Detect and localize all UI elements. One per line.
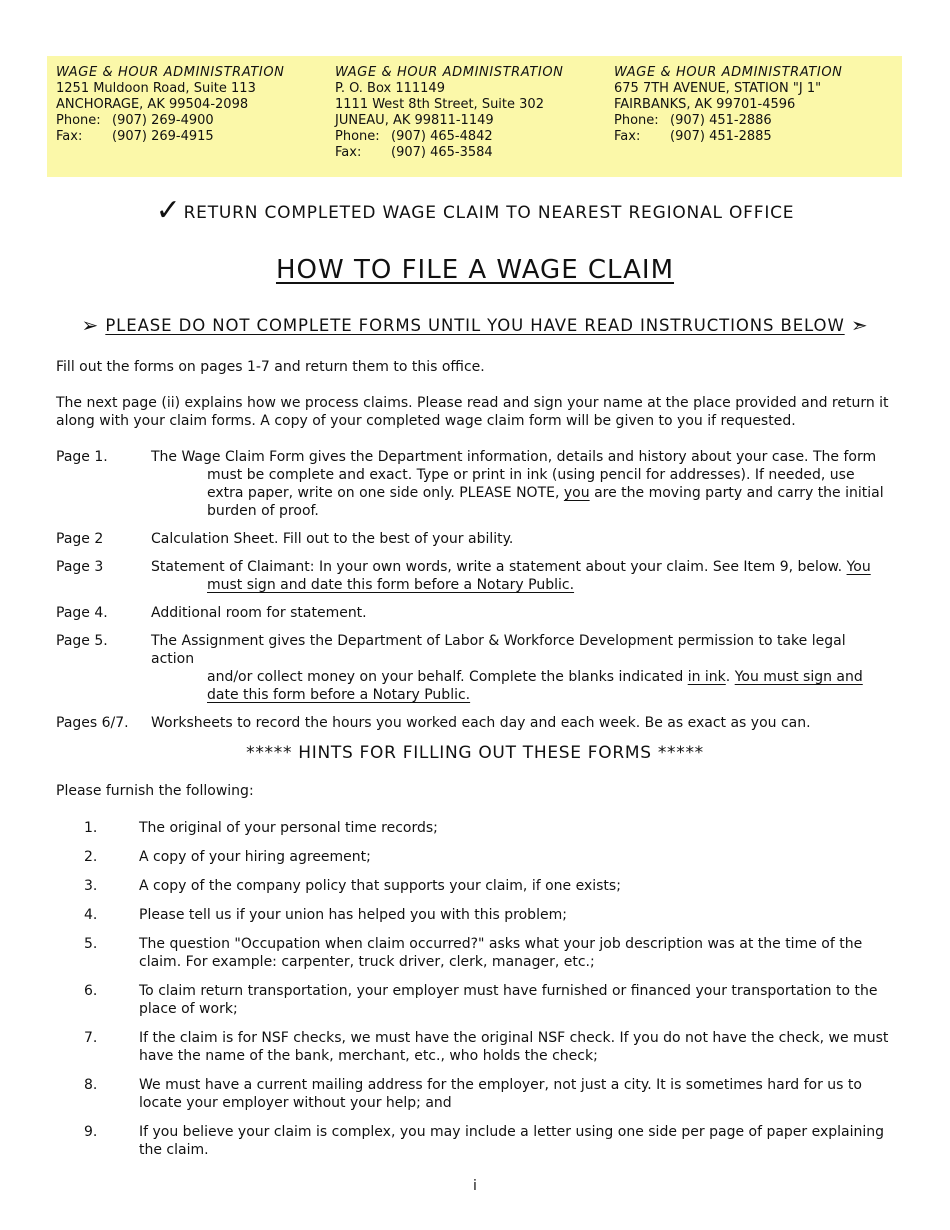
page-number: i bbox=[473, 1178, 477, 1194]
list-item: 7. If the claim is for NSF checks, we must have the original NSF check. If you do not have the check, we must have the name of the bank, merchant, etc., who holds the check; bbox=[84, 1030, 889, 1064]
page-instruction-item: Page 3 Statement of Claimant: In your own words, write a statement about your claim. See Item 9, below. You must sign and date this form before a Notary Public. bbox=[56, 559, 871, 593]
page-instruction-item: Pages 6/7. Worksheets to record the hours you worked each day and each week. Be as exact as you can. bbox=[56, 715, 811, 731]
office-addresses-banner bbox=[47, 56, 902, 177]
office-fax: Fax: (907) 465-3584 bbox=[335, 145, 493, 160]
page-title: HOW TO FILE A WAGE CLAIM bbox=[275, 255, 675, 285]
office-city-line: ANCHORAGE, AK 99504-2098 bbox=[56, 97, 249, 112]
intro-paragraph-2: The next page (ii) explains how we process claims. Please read and sign your name at the place provided and return it along with your claim forms. A copy of your completed wage claim form will be given to you if requested. bbox=[56, 395, 889, 429]
office-city-line: FAIRBANKS, AK 99701-4596 bbox=[614, 97, 796, 112]
office-address-line: 675 7TH AVENUE, STATION "J 1" bbox=[614, 81, 822, 96]
office-name: WAGE & HOUR ADMINISTRATION bbox=[56, 65, 285, 80]
page-instruction-item: Page 4. Additional room for statement. bbox=[56, 605, 367, 621]
office-juneau bbox=[335, 65, 614, 177]
office-name: WAGE & HOUR ADMINISTRATION bbox=[335, 65, 564, 80]
arrow-right-icon: ➢ bbox=[81, 313, 100, 337]
read-instructions-warning bbox=[0, 313, 950, 337]
office-address-line: 1251 Muldoon Road, Suite 113 bbox=[56, 81, 256, 96]
page-instruction-item: Page 1. The Wage Claim Form gives the Department information, details and history about your case. The form must be complete and exact. Type or print in ink (using pencil for addresses). If needed, use extra paper, write on one side only. PLEASE NOTE, you are the moving party and carry the initial burden of proof. bbox=[56, 449, 884, 519]
office-fairbanks bbox=[614, 65, 893, 177]
office-address-line: 1111 West 8th Street, Suite 302 bbox=[335, 97, 544, 112]
office-fax: Fax: (907) 451-2885 bbox=[614, 129, 772, 144]
list-item: 2. A copy of your hiring agreement; bbox=[84, 849, 371, 865]
list-item: 3. A copy of the company policy that supports your claim, if one exists; bbox=[84, 878, 621, 894]
list-item: 9. If you believe your claim is complex, you may include a letter using one side per page of paper explaining the claim. bbox=[84, 1124, 885, 1158]
office-fax: Fax: (907) 269-4915 bbox=[56, 129, 214, 144]
arrow-left-icon: ➣ bbox=[850, 313, 869, 337]
office-address-line: P. O. Box 111149 bbox=[335, 81, 445, 96]
list-item: 8. We must have a current mailing address for the employer, not just a city. It is sometimes hard for us to locate your employer without your help; and bbox=[84, 1077, 862, 1111]
intro-paragraph-1: Fill out the forms on pages 1-7 and return them to this office. bbox=[56, 359, 485, 375]
return-notice bbox=[0, 193, 950, 228]
office-name: WAGE & HOUR ADMINISTRATION bbox=[614, 65, 843, 80]
checkmark-icon: ✓ bbox=[155, 193, 182, 228]
list-item: 1. The original of your personal time records; bbox=[84, 820, 438, 836]
office-phone: Phone: (907) 465-4842 bbox=[335, 129, 493, 144]
list-item: 6. To claim return transportation, your employer must have furnished or financed your transportation to the place of work; bbox=[84, 983, 878, 1017]
page-instructions bbox=[56, 448, 896, 742]
page-instruction-item: Page 5. The Assignment gives the Department of Labor & Workforce Development permission to take legal action and/or collect money on your behalf. Complete the blanks indicated in ink. You must sign and date this form before a Notary Public. bbox=[56, 633, 863, 703]
list-item: 5. The question "Occupation when claim occurred?" asks what your job description was at the time of the claim. For example: carpenter, truck driver, clerk, manager, etc.; bbox=[84, 936, 863, 970]
office-phone: Phone: (907) 451-2886 bbox=[614, 113, 772, 128]
hints-heading: ***** HINTS FOR FILLING OUT THESE FORMS ***** bbox=[246, 743, 704, 763]
warning-text: PLEASE DO NOT COMPLETE FORMS UNTIL YOU HAVE READ INSTRUCTIONS BELOW bbox=[105, 316, 845, 335]
office-city-line: JUNEAU, AK 99811-1149 bbox=[335, 113, 494, 128]
return-notice-text: RETURN COMPLETED WAGE CLAIM TO NEAREST REGIONAL OFFICE bbox=[183, 203, 795, 223]
furnish-intro: Please furnish the following: bbox=[56, 783, 254, 799]
hints-list bbox=[84, 819, 896, 1170]
list-item: 4. Please tell us if your union has helped you with this problem; bbox=[84, 907, 567, 923]
page-instruction-item: Page 2 Calculation Sheet. Fill out to the best of your ability. bbox=[56, 531, 514, 547]
office-phone: Phone: (907) 269-4900 bbox=[56, 113, 214, 128]
office-anchorage bbox=[56, 65, 335, 177]
